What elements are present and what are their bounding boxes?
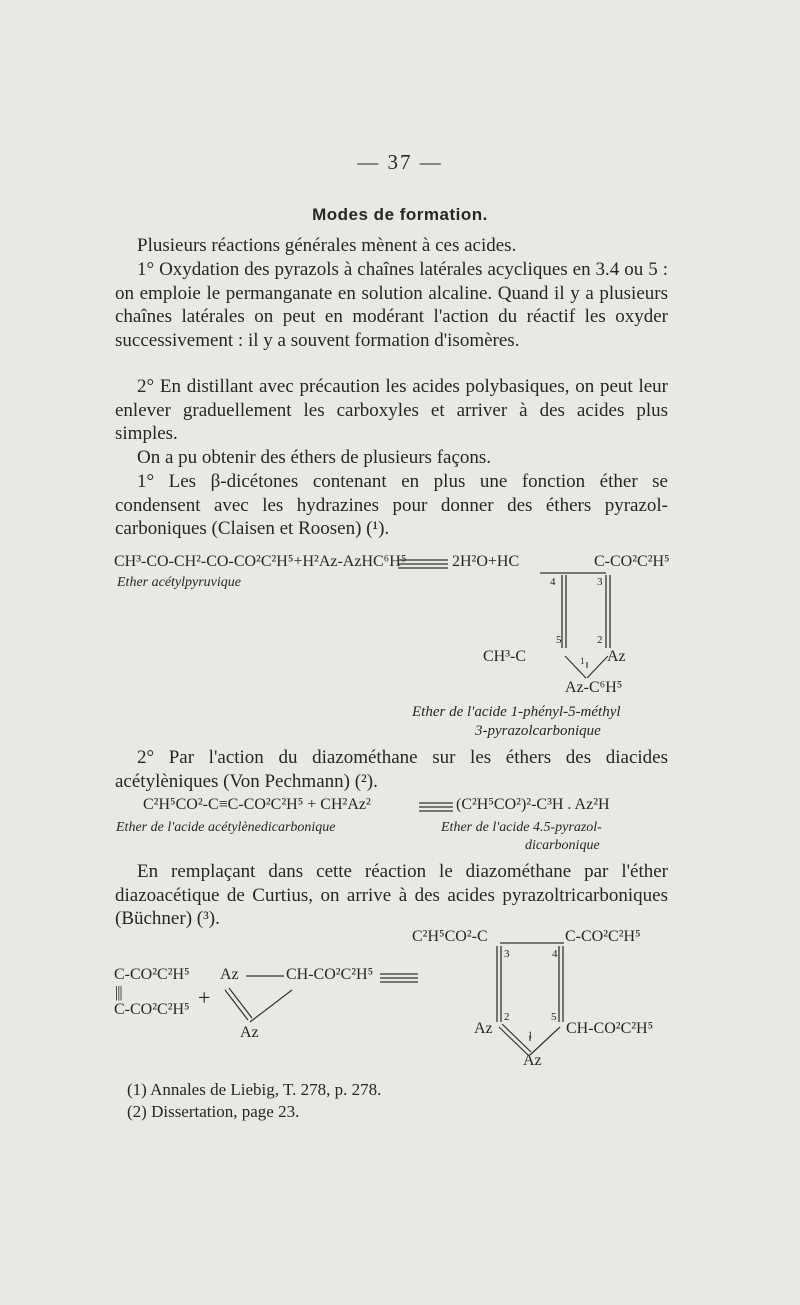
- reaction3-num-2: 2: [504, 1011, 510, 1023]
- reaction1-bottom-atom: Az-C⁶H⁵: [565, 679, 623, 696]
- paragraph-distillation: 2° En distillant avec précaution les acides polybasiques, on peut leur enlever graduellement les carboxyles et arriver à des acides plus simples.: [115, 376, 668, 444]
- reaction1-num-3: 3: [597, 576, 603, 588]
- reaction2-caption-right-1: Ether de l'acide 4.5-pyrazol-: [441, 820, 602, 835]
- reaction1-reactant-caption: Ether acétylpyruvique: [117, 575, 242, 590]
- reaction3-az-bottom: Az: [240, 1024, 259, 1041]
- footnote-1: (1) Annales de Liebig, T. 278, p. 278.: [127, 1080, 382, 1099]
- paragraph-ethers: On a pu obtenir des éthers de plusieurs façons.: [137, 447, 492, 468]
- reaction3-num-4: 4: [552, 948, 558, 960]
- page-number: — 37 —: [357, 150, 443, 174]
- paragraph-diketones: 1° Les β-dicétones contenant en plus une fonction éther se condensent avec les hydrazines pour donner des éthers pyrazol-carboniques (Claisen et Roosen) (¹).: [115, 471, 668, 539]
- paragraph-oxidation: 1° Oxydation des pyrazols à chaînes latérales acycliques en 3.4 ou 5 : on emploie le permanganate en solution alcaline. Quand il y a plusieurs chaînes latérales on peut en modérant l'action du réactif les oxyder successivement : il y a souvent formation d'isomères.: [115, 259, 668, 351]
- reaction3-num-3: 3: [504, 948, 510, 960]
- reaction1-product-lhs: 2H²O+HC: [452, 553, 520, 570]
- paragraph-intro: Plusieurs réactions générales mènent à ces acides.: [137, 235, 517, 256]
- reaction1-left-atom: CH³-C: [483, 648, 527, 665]
- reaction2-caption-left: Ether de l'acide acétylènedicarbonique: [116, 820, 336, 835]
- reaction3-product-ring-bonds: [480, 935, 600, 1065]
- reaction2-equation-left: C²H⁵CO²-C≡C-CO²C²H⁵ + CH²Az²: [143, 796, 371, 813]
- reaction3-product-top-right: C-CO²C²H⁵: [565, 928, 641, 945]
- footnote-2: (2) Dissertation, page 23.: [127, 1102, 300, 1121]
- paragraph-diazoacetic: En remplaçant dans cette réaction le diazométhane par l'éther diazoacétique de Curtius, on arrive à des acides pyrazoltricarboniques (Büchner) (³).: [115, 861, 668, 929]
- reaction1-product-caption-2: 3-pyrazolcarbonique: [475, 723, 601, 739]
- reaction1-num-4: 4: [550, 576, 556, 588]
- reaction3-num-1: 1: [528, 1030, 533, 1040]
- reaction2-caption-right-2: dicarbonique: [525, 838, 600, 853]
- reaction3-product-left: Az: [474, 1020, 493, 1037]
- reaction3-product-top-left: C²H⁵CO²-C: [412, 928, 488, 945]
- reaction1-product-caption-1: Ether de l'acide 1-phényl-5-méthyl: [412, 704, 621, 720]
- reaction3-ch-group: CH-CO²C²H⁵: [286, 966, 374, 983]
- section-heading: Modes de formation.: [312, 205, 488, 224]
- reaction1-right-atom: Az: [607, 648, 626, 665]
- reaction1-num-2: 2: [597, 634, 603, 646]
- reaction3-product-right: CH-CO²C²H⁵: [566, 1020, 654, 1037]
- paragraph-diazomethane: 2° Par l'action du diazométhane sur les éthers des diacides acétylèniques (Von Pechmann) (²).: [115, 747, 668, 792]
- reaction3-plus: +: [198, 985, 211, 1010]
- reaction3-num-5: 5: [551, 1011, 557, 1023]
- reaction3-top-left: C-CO²C²H⁵: [114, 966, 190, 983]
- reaction3-bottom-left: C-CO²C²H⁵: [114, 1001, 190, 1018]
- reaction3-az-left: Az: [220, 966, 239, 983]
- reaction2-equal-sign: [419, 801, 453, 813]
- reaction3-product-bottom: Az: [523, 1052, 542, 1069]
- reaction1-equal-sign: [398, 558, 448, 570]
- reaction3-triple-bond: |||: [115, 984, 122, 1001]
- reaction1-num-5: 5: [556, 634, 562, 646]
- reaction1-equation: CH³-CO-CH²-CO-CO²C²H⁵+H²Az-AzHC⁶H⁵: [114, 553, 407, 570]
- reaction2-equation-right: (C²H⁵CO²)²-C³H . Az²H: [456, 796, 610, 813]
- reaction1-num-1: 1: [580, 656, 585, 666]
- reaction1-top-right: C-CO²C²H⁵: [594, 553, 670, 570]
